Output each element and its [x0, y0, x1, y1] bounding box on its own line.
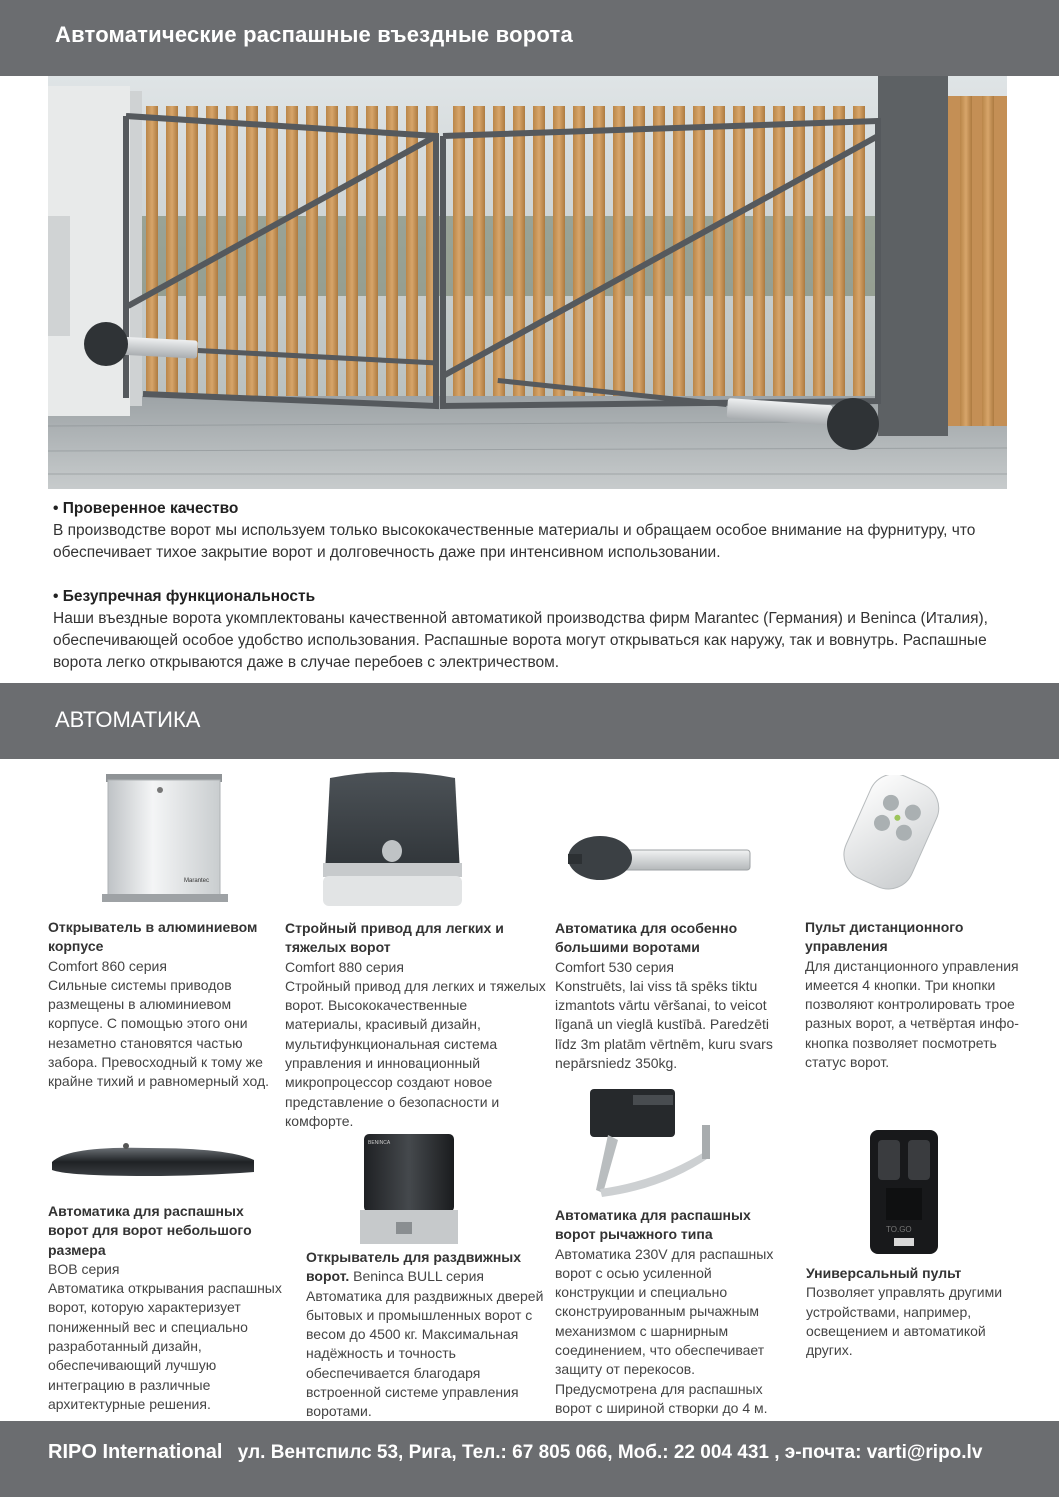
- feature-quality: [53, 498, 1013, 564]
- product-description: Для дистанционного управления имеется 4 кнопки. Три кнопки позволяют контролировать трое разных ворот, а четвёртая инфо-кнопка позволяет посмотреть статус ворот.: [805, 957, 1019, 1071]
- product-description: Автоматика для раздвижных дверей бытовых и промышленных ворот с весом до 4500 кг. Максимальная надёжность и точность обеспечивается благодаря встроенной системе управления воротами.: [306, 1287, 544, 1420]
- features-section: [53, 498, 1013, 674]
- product-title: Открыватель для раздвижных ворот.: [306, 1249, 522, 1285]
- feature-title: • Проверенное качество: [53, 500, 239, 517]
- product-title: Автоматика для особенно большими воротами: [555, 920, 738, 956]
- product-universal-remote: [806, 1264, 1011, 1360]
- footer-contact-line: [48, 1441, 982, 1464]
- product-series: Comfort 530 серия: [555, 958, 674, 975]
- page-title: Автоматические распашные въездные ворота: [55, 22, 573, 47]
- feature-functionality: [53, 586, 1013, 674]
- bob-image: [48, 1140, 258, 1180]
- feature-title: • Безупречная функциональность: [53, 588, 316, 605]
- product-lever-opener: [555, 1206, 793, 1418]
- feature-text: Наши въездные ворота укомплектованы качественной автоматикой производства фирм Marantec (Германия) и Beninca (Италия), обеспечивающей особое удобство использования. Распашные ворота могут открываться как наружу, так и вовнутрь. Распашные ворота легко открываются даже в случае перебоев с электричеством.: [53, 610, 988, 671]
- lever-opener-image: [578, 1085, 718, 1200]
- footer-band: [0, 1421, 1059, 1497]
- comfort-860-image: [100, 772, 230, 904]
- togo-logo: TO.GO: [886, 1225, 912, 1234]
- product-description: Konstruēts, lai viss tā spēks tiktu izmantots vārtu vēršanai, to veicot līganā un vieglā kustībā. Paredzēti līdz 3m platām vērtnēm, kuru svars nepārsniedz 350kg.: [555, 977, 773, 1072]
- product-description: Позволяет управлять другими устройствами, например, освещением и автоматикой других.: [806, 1284, 1003, 1359]
- feature-text: В производстве ворот мы используем только высококачественные материалы и обращаем особое внимание на фурнитуру, что обеспечивает тихое закрытие ворот и долговечность даже при интенсивном использовании.: [53, 522, 976, 561]
- product-comfort-530: [555, 919, 793, 1073]
- remote-control-image: [815, 775, 965, 890]
- product-beninca-bull: [306, 1248, 551, 1422]
- comfort-530-image: [560, 830, 755, 890]
- product-description: Сильные системы приводов размещены в алюминиевом корпусе. С помощью этого они незаметно становятся частью забора. Превосходный к тому же крайне тихий и равномерный ход.: [48, 976, 270, 1090]
- beninca-bull-image: [356, 1130, 461, 1248]
- section-title: АВТОМАТИКА: [55, 707, 201, 732]
- product-series: Beninca BULL серия: [349, 1268, 484, 1285]
- marantec-logo: Marantec: [184, 878, 210, 884]
- product-series: BOB серия: [48, 1260, 120, 1277]
- product-title: Стройный привод для легких и тяжелых ворот: [285, 920, 504, 956]
- gate-illustration: [48, 76, 1007, 489]
- product-series: Comfort 880 серия: [285, 958, 404, 975]
- product-title: Открыватель в алюминиевом корпусе: [48, 919, 258, 955]
- product-description: Автоматика 230V для распашных ворот с осью усиленной конструкции и специально сконструированным рычажным механизмом с шарнирным соединением, что обеспечивает защиту от перекосов. Предусмотрена для распашных ворот с шириной створки до 4 м.: [555, 1245, 774, 1416]
- product-title: Автоматика для распашных ворот для ворот небольшого размера: [48, 1203, 252, 1258]
- product-title: Пульт дистанционного управления: [805, 919, 964, 955]
- product-bob: [48, 1202, 288, 1414]
- product-description: Стройный привод для легких и тяжелых ворот. Высококачественные материалы, красивый дизайн, мультифункциональная система управления и инновационный микропроцессор создают новое представление о безопасности и комфорте.: [285, 977, 546, 1129]
- section-band: [0, 683, 1059, 759]
- comfort-880-image: [320, 768, 465, 908]
- product-title: Автоматика для распашных ворот рычажного типа: [555, 1207, 751, 1243]
- product-description: Автоматика открывания распашных ворот, которую характеризует пониженный вес и специально разработанный дизайн, обеспечивающий лучшую интеграцию в различные архитектурные решения.: [48, 1280, 282, 1412]
- product-series: Comfort 860 серия: [48, 957, 167, 974]
- footer-brand: RIPO International: [48, 1441, 223, 1463]
- universal-remote-image: [866, 1128, 942, 1256]
- product-comfort-880: [285, 919, 547, 1131]
- beninca-logo: BENINCA: [368, 1140, 391, 1146]
- product-title: Универсальный пульт: [806, 1265, 962, 1281]
- product-remote: [805, 918, 1023, 1072]
- product-comfort-860: [48, 918, 276, 1092]
- footer-contact: ул. Вентспилс 53, Рига, Тел.: 67 805 066, Моб.: 22 004 431 , э-почта: varti@ripo.lv: [232, 1442, 983, 1463]
- header-band: [0, 0, 1059, 76]
- gate-photo: [48, 76, 1007, 489]
